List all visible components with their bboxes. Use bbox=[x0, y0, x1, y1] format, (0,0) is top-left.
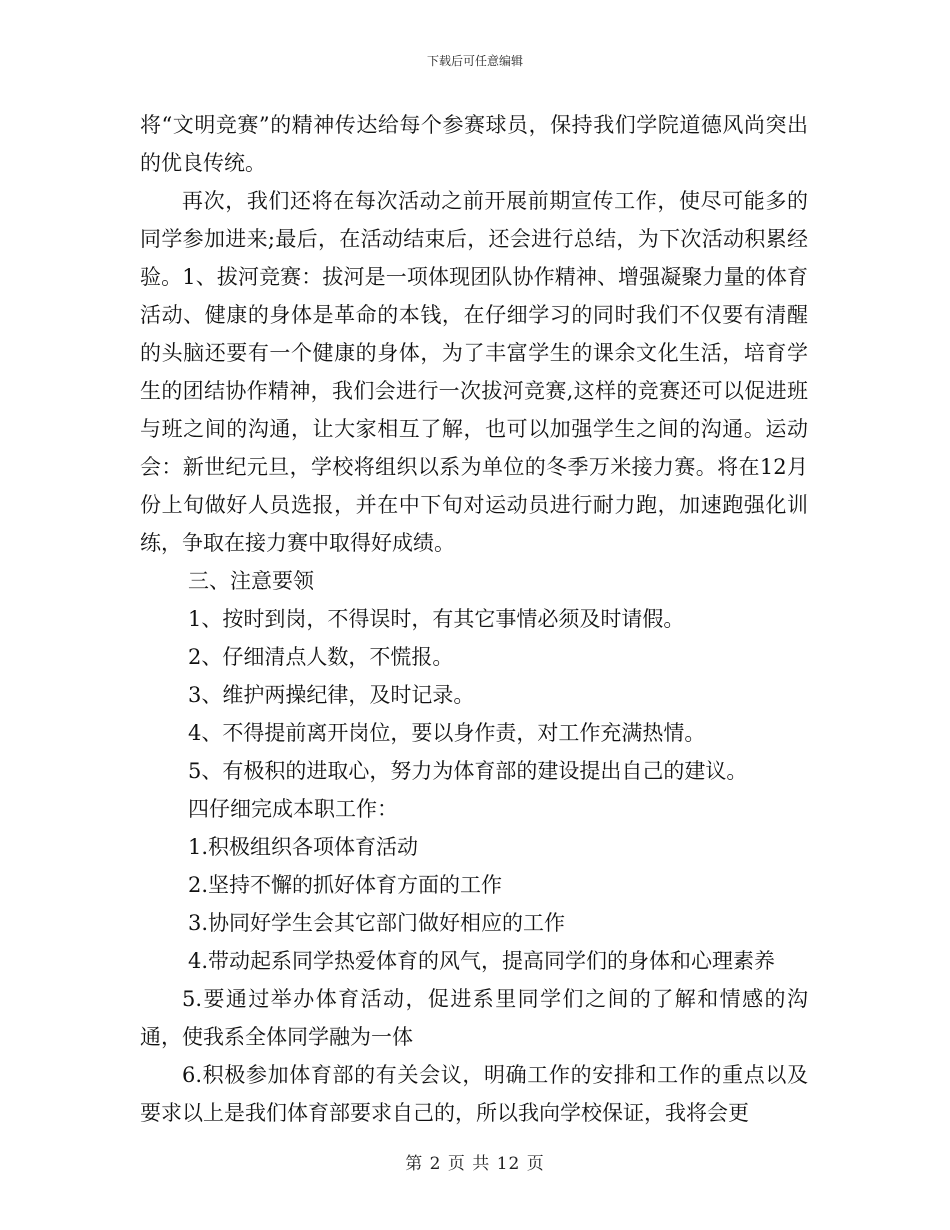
list-item: 3.协同好学生会其它部门做好相应的工作 bbox=[188, 911, 566, 935]
list-item: 6.积极参加体育部的有关会议，明确工作的安排和工作的重点以及要求以上是我们体育部要求自己的，所以我向学校保证，我将会更 bbox=[140, 1063, 808, 1125]
list-item: 3、维护两操纪律，及时记录。 bbox=[188, 683, 475, 707]
section-heading-notes: 三、注意要领 bbox=[188, 569, 314, 593]
list-item: 4、不得提前离开岗位，要以身作责，对工作充满热情。 bbox=[188, 721, 706, 745]
list-item: 5、有极积的进取心，努力为体育部的建设提出自己的建议。 bbox=[188, 759, 748, 783]
list-item: 2、仔细清点人数，不慌报。 bbox=[188, 645, 454, 669]
document-body bbox=[140, 106, 808, 1132]
section-heading-duties: 四仔细完成本职工作： bbox=[188, 797, 398, 821]
list-item: 1、按时到岗，不得误时，有其它事情必须及时请假。 bbox=[188, 607, 685, 631]
page-header-note: 下载后可任意编辑 bbox=[426, 54, 523, 68]
list-item: 2.坚持不懈的抓好体育方面的工作 bbox=[188, 873, 503, 897]
page-number-footer: 第 2 页 共 12 页 bbox=[405, 1154, 545, 1174]
list-item: 4.带动起系同学热爱体育的风气，提高同学们的身体和心理素养 bbox=[188, 949, 776, 973]
paragraph-2: 再次，我们还将在每次活动之前开展前期宣传工作，使尽可能多的同学参加进来;最后，在活动结束后，还会进行总结，为下次活动积累经验。1、拔河竞赛：拔河是一项体现团队协作精神、增强凝聚力量的体育活动、健康的身体是革命的本钱，在仔细学习的同时我们不仅要有清醒的头脑还要有一个健康的身体，为了丰富学生的课余文化生活，培育学生的团结协作精神，我们会进行一次拔河竞赛,这样的竞赛还可以促进班与班之间的沟通，让大家相互了解，也可以加强学生之间的沟通。运动会：新世纪元旦，学校将组织以系为单位的冬季万米接力赛。将在12月份上旬做好人员选报，并在中下旬对运动员进行耐力跑，加速跑强化训练，争取在接力赛中取得好成绩。 bbox=[140, 189, 808, 555]
paragraph-1: 将“文明竞赛”的精神传达给每个参赛球员，保持我们学院道德风尚突出的优良传统。 bbox=[140, 113, 808, 175]
list-item: 5.要通过举办体育活动，促进系里同学们之间的了解和情感的沟通，使我系全体同学融为一体 bbox=[140, 987, 808, 1049]
list-item: 1.积极组织各项体育活动 bbox=[188, 835, 419, 859]
